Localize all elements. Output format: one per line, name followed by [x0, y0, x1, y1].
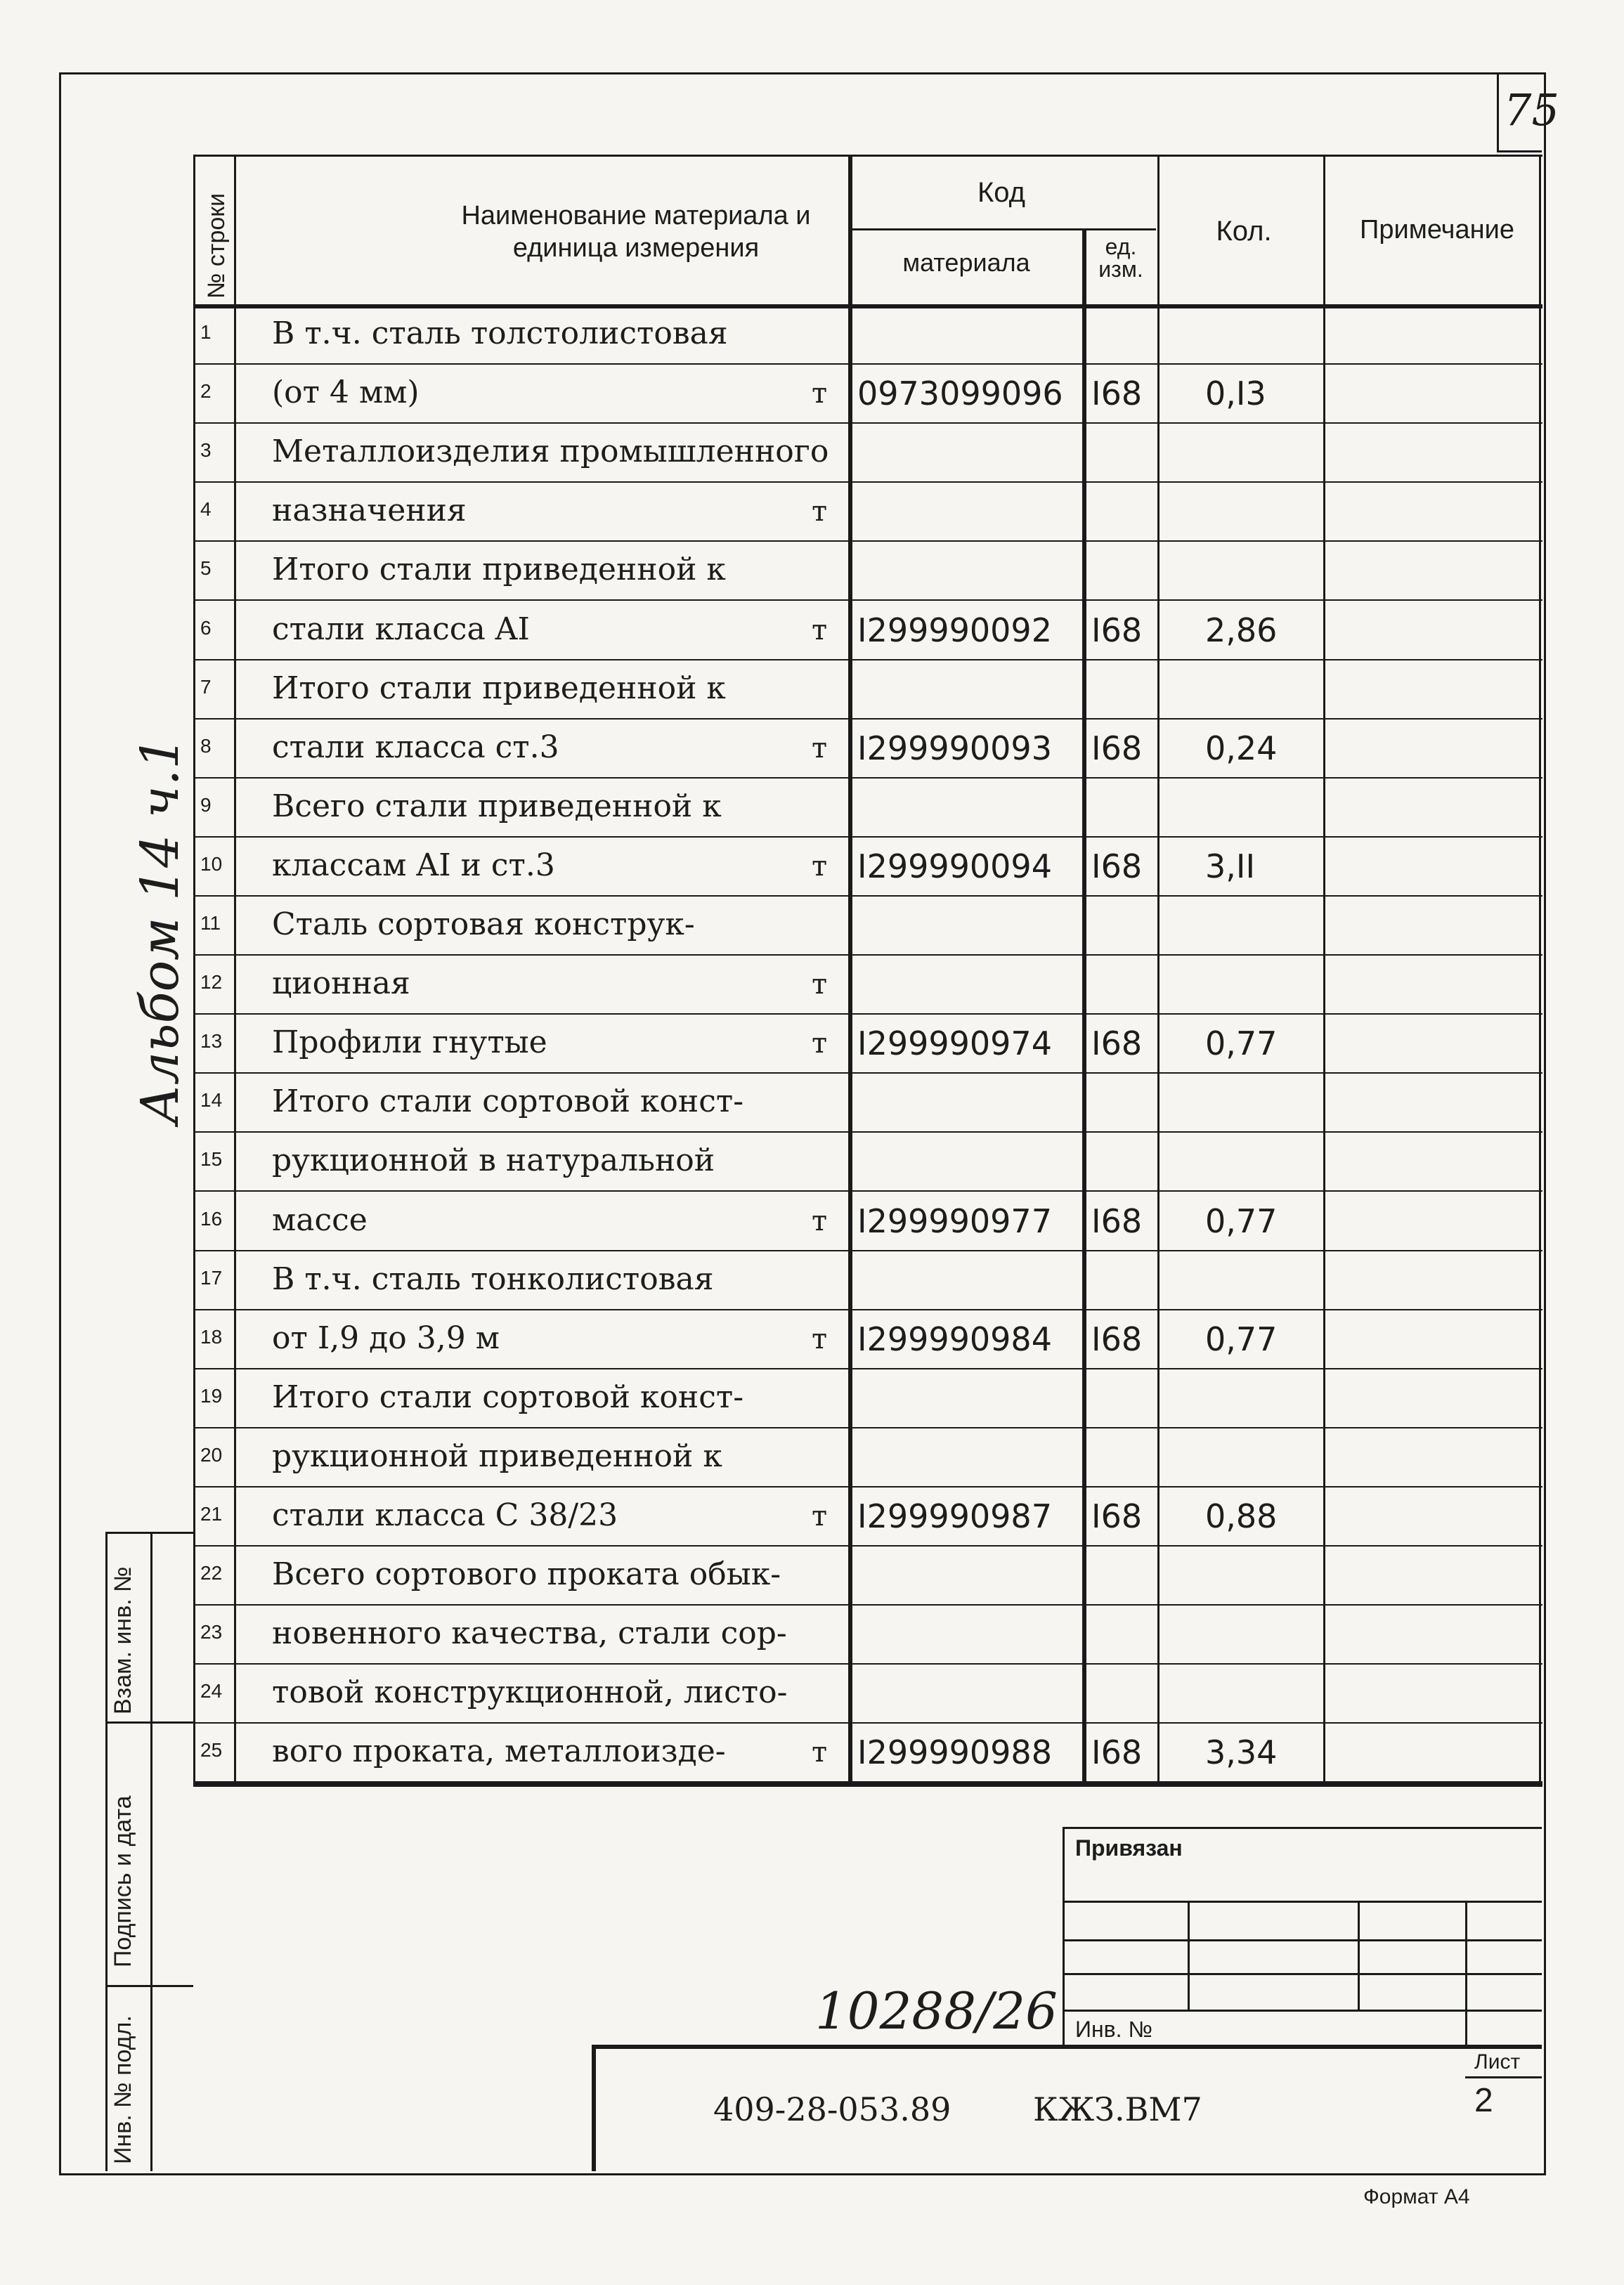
stamp-handwritten-number: 10288/26: [815, 1981, 1058, 2040]
row-code: I299990974: [857, 1024, 1052, 1063]
stamp-inv-label: Инв. №: [1075, 2017, 1152, 2042]
table-row: [193, 1606, 1542, 1665]
header-qty: [1167, 214, 1321, 248]
row-ed: I68: [1091, 1733, 1143, 1772]
row-name: Всего стали приведенной к: [272, 788, 722, 824]
stamp-doc-mark: КЖЗ.ВМ7: [1033, 2090, 1202, 2128]
row-ed: I68: [1091, 847, 1143, 885]
header-name-text: Наименование материала и единица измерения: [461, 201, 811, 263]
row-name: товой конструкционной, листо-: [272, 1674, 788, 1711]
row-name: Сталь сортовая конструк-: [272, 906, 695, 942]
row-name: Итого стали приведенной к: [272, 670, 726, 706]
table-row: [193, 424, 1542, 483]
row-ed: I68: [1091, 1202, 1143, 1240]
row-code: I299990988: [857, 1733, 1052, 1772]
row-number: 17: [200, 1266, 223, 1289]
row-number: 13: [200, 1030, 223, 1053]
album-note-text: Альбом 14 ч.1: [130, 736, 190, 1124]
row-number: 3: [200, 439, 212, 462]
stamp-sheet-label: Лист: [1474, 2050, 1521, 2074]
stamp-grid-col-2: [1358, 1901, 1360, 2010]
stamp-grid-col-3: [1465, 1901, 1467, 2048]
row-number: 19: [200, 1384, 223, 1407]
stamp-grid-col-1: [1188, 1901, 1190, 2010]
row-number: 15: [200, 1148, 223, 1171]
header-code-unit: [1086, 235, 1156, 280]
table-row: [193, 1369, 1542, 1428]
row-name: Итого стали сортовой конст-: [272, 1083, 744, 1120]
row-name: новенного качества, стали сор-: [272, 1615, 787, 1652]
row-unit: т: [812, 1027, 828, 1060]
stamp-doc-code: 409-28-053.89: [713, 2090, 951, 2128]
table-row: [193, 1192, 1542, 1251]
row-number: 5: [200, 557, 212, 580]
page-number-divider: [1497, 73, 1499, 152]
strip-line-1: [105, 1721, 193, 1724]
row-name: массе: [272, 1202, 368, 1238]
row-unit: т: [812, 1322, 828, 1355]
row-name: ционная: [272, 965, 410, 1002]
table-bottom-line: [193, 1783, 1542, 1787]
header-code-text: Код: [977, 177, 1025, 208]
table-row: [193, 720, 1542, 779]
side-label-inv-text: Инв. № подл.: [110, 2015, 136, 2164]
header-code-material-text: материала: [902, 248, 1030, 277]
row-number: 9: [200, 793, 212, 816]
stamp-grid-line-1: [1063, 1901, 1542, 1903]
row-ed: I68: [1091, 375, 1143, 413]
row-number: 4: [200, 498, 212, 521]
row-unit: т: [812, 377, 828, 410]
stamp-grid-line-2: [1063, 1939, 1542, 1941]
row-number: 1: [200, 321, 212, 343]
row-name: Профили гнутые: [272, 1024, 547, 1061]
row-qty: 0,I3: [1205, 375, 1266, 413]
row-name: рукционной приведенной к: [272, 1438, 722, 1474]
row-number: 21: [200, 1503, 223, 1525]
row-name: рукционной в натуральной: [272, 1142, 715, 1179]
table-row: [193, 1310, 1542, 1369]
strip-line-2: [105, 1985, 193, 1987]
row-code: I299990987: [857, 1497, 1052, 1535]
table-row: [193, 660, 1542, 720]
stamp-sheet-number: 2: [1474, 2082, 1493, 2119]
row-qty: 0,77: [1205, 1024, 1278, 1063]
stamp-title-top-line: [592, 2045, 1542, 2049]
row-ed: I68: [1091, 1497, 1143, 1535]
header-note: [1332, 214, 1542, 247]
row-name: (от 4 мм): [272, 375, 420, 411]
row-number: 18: [200, 1325, 223, 1348]
stamp-top-line: [1063, 1827, 1542, 1829]
table-row: [193, 956, 1542, 1015]
row-name: Металлоизделия промышленного: [272, 434, 829, 470]
row-number: 2: [200, 380, 212, 403]
side-label-vzam: [110, 1566, 137, 1714]
header-row-no: [203, 193, 230, 299]
row-number: 8: [200, 734, 212, 757]
side-label-podpis-text: Подпись и дата: [110, 1795, 136, 1967]
table-row: [193, 779, 1542, 838]
row-code: I299990984: [857, 1320, 1052, 1358]
row-name: назначения: [272, 493, 467, 529]
row-number: 20: [200, 1443, 223, 1466]
row-qty: 0,24: [1205, 729, 1278, 767]
row-unit: т: [812, 968, 828, 1001]
row-qty: 2,86: [1205, 611, 1278, 649]
row-qty: 0,77: [1205, 1320, 1278, 1358]
stamp-title-left-line: [592, 2045, 596, 2171]
table-row: [193, 542, 1542, 601]
table-row: [193, 483, 1542, 542]
row-name: В т.ч. сталь толстолистовая: [272, 315, 728, 351]
row-unit: т: [812, 495, 828, 528]
row-name: Итого стали приведенной к: [272, 552, 726, 588]
row-number: 10: [200, 852, 223, 875]
table-row: [193, 1074, 1542, 1133]
row-code: 0973099096: [857, 375, 1063, 413]
row-ed: I68: [1091, 1320, 1143, 1358]
album-note: [130, 736, 190, 1124]
row-name: классам AI и ст.3: [272, 847, 555, 883]
row-unit: т: [812, 849, 828, 883]
row-number: 14: [200, 1089, 223, 1112]
strip-mid-line: [150, 1532, 152, 2171]
table-row: [193, 1428, 1542, 1487]
row-number: 7: [200, 675, 212, 698]
row-number: 23: [200, 1621, 223, 1643]
table-row: [193, 1251, 1542, 1310]
format-label: Формат А4: [1363, 2185, 1470, 2208]
row-number: 25: [200, 1739, 223, 1762]
stamp-grid-line-3: [1063, 1973, 1542, 1975]
row-number: 12: [200, 971, 223, 994]
row-code: I299990092: [857, 611, 1052, 649]
row-name: Всего сортового проката обык-: [272, 1556, 781, 1593]
table-top-line: [193, 155, 1542, 157]
row-code: I299990093: [857, 729, 1052, 767]
row-qty: 3,34: [1205, 1733, 1278, 1772]
stamp-grid-line-4: [1063, 2010, 1542, 2012]
row-unit: т: [812, 1204, 828, 1237]
strip-top-line: [105, 1532, 193, 1534]
header-code-sub-line: [850, 228, 1156, 230]
row-name: от I,9 до 3,9 м: [272, 1320, 500, 1356]
strip-left-line: [105, 1532, 108, 2171]
header-code-unit-text: ед. изм.: [1098, 234, 1143, 282]
row-unit: т: [812, 1736, 828, 1769]
row-number: 11: [200, 912, 221, 934]
header-qty-text: Кол.: [1216, 216, 1272, 247]
header-code-material: [850, 247, 1082, 278]
row-ed: I68: [1091, 1024, 1143, 1063]
row-name: стали класса С 38/23: [272, 1497, 618, 1533]
row-name: вого проката, металлоизде-: [272, 1733, 726, 1770]
row-name: стали класса ст.3: [272, 729, 559, 765]
row-unit: т: [812, 1500, 828, 1532]
header-row-no-text: № строки: [203, 193, 230, 299]
row-number: 24: [200, 1680, 223, 1703]
page-number-underline: [1497, 150, 1542, 152]
row-qty: 0,77: [1205, 1202, 1278, 1240]
stamp-sheet-divider: [1465, 2076, 1542, 2078]
row-number: 6: [200, 616, 212, 639]
side-label-inv: [110, 2015, 137, 2164]
row-name: Итого стали сортовой конст-: [272, 1379, 744, 1415]
table-row: [193, 1487, 1542, 1547]
row-qty: 0,88: [1205, 1497, 1278, 1535]
side-label-podpis: [110, 1795, 137, 1967]
row-unit: т: [812, 613, 828, 646]
row-code: I299990094: [857, 847, 1052, 885]
table-row: [193, 601, 1542, 660]
table-row: [193, 306, 1542, 365]
row-ed: I68: [1091, 611, 1143, 649]
specification-table: [193, 155, 1542, 1785]
table-row: [193, 1547, 1542, 1606]
table-row: [193, 365, 1542, 424]
row-number: 16: [200, 1207, 223, 1230]
table-row: [193, 1015, 1542, 1074]
row-qty: 3,II: [1205, 847, 1256, 885]
page-number: 75: [1504, 84, 1559, 136]
table-row: [193, 1665, 1542, 1724]
header-note-text: Примечание: [1360, 215, 1514, 245]
table-row: [193, 1724, 1542, 1783]
row-name: стали класса AI: [272, 611, 530, 647]
table-row: [193, 897, 1542, 956]
header-code: [847, 176, 1156, 209]
row-ed: I68: [1091, 729, 1143, 767]
side-label-vzam-text: Взам. инв. №: [110, 1566, 136, 1714]
row-unit: т: [812, 731, 828, 764]
row-number: 22: [200, 1562, 223, 1584]
table-row: [193, 1133, 1542, 1192]
row-line: [193, 1781, 1542, 1783]
stamp-left-line: [1063, 1827, 1065, 2045]
row-name: В т.ч. сталь тонколистовая: [272, 1261, 714, 1297]
row-code: I299990977: [857, 1202, 1052, 1240]
stamp-privyazan: Привязан: [1075, 1835, 1183, 1861]
table-row: [193, 838, 1542, 897]
